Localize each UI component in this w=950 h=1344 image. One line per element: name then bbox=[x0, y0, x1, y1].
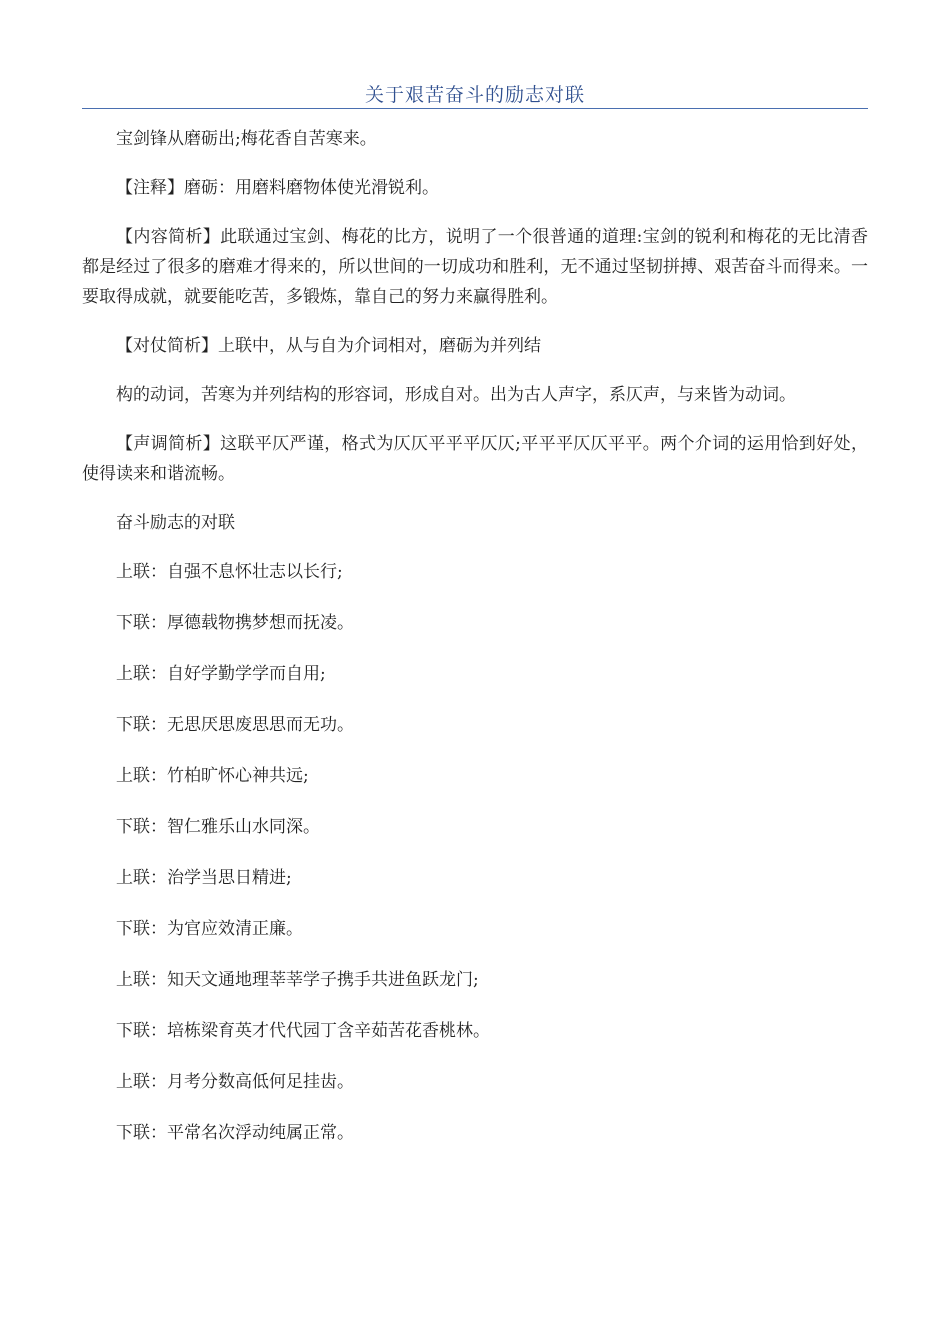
antithesis-analysis-paragraph: 【对仗简析】上联中，从与自为介词相对，磨砺为并列结 bbox=[116, 336, 541, 356]
couplet-line: 下联：平常名次浮动纯属正常。 bbox=[116, 1123, 354, 1143]
annotation-paragraph: 【注释】磨砺：用磨料磨物体使光滑锐利。 bbox=[116, 178, 439, 198]
document-body bbox=[82, 124, 868, 1169]
content-analysis-paragraph: 【内容简析】此联通过宝剑、梅花的比方，说明了一个很普通的道理:宝剑的锐利和梅花的无比清香都是经过了很多的磨难才得来的，所以世间的一切成功和胜利，无不通过坚韧拼搏、艰苦奋斗而得来。一要取得成就，就要能吃苦，多锻炼，靠自己的努力来赢得胜利。 bbox=[82, 227, 868, 307]
header-divider bbox=[82, 108, 868, 109]
couplet-line: 上联：自强不息怀壮志以长行; bbox=[116, 562, 343, 582]
couplet-line: 下联：厚德载物携梦想而抚凌。 bbox=[116, 613, 354, 633]
page-header-title: 关于艰苦奋斗的励志对联 bbox=[364, 84, 585, 106]
couplet-main: 宝剑锋从磨砺出;梅花香自苦寒来。 bbox=[116, 129, 377, 149]
couplet-line: 下联：为官应效清正廉。 bbox=[116, 919, 303, 939]
couplet-line: 上联：竹柏旷怀心神共远; bbox=[116, 766, 309, 786]
section-heading: 奋斗励志的对联 bbox=[116, 513, 235, 533]
couplet-line: 下联：智仁雅乐山水同深。 bbox=[116, 817, 320, 837]
couplet-line: 下联：无思厌思废思思而无功。 bbox=[116, 715, 354, 735]
couplet-line: 上联：自好学勤学学而自用; bbox=[116, 664, 326, 684]
couplet-line: 上联：知天文通地理莘莘学子携手共进鱼跃龙门; bbox=[116, 970, 479, 990]
couplet-line: 上联：月考分数高低何足挂齿。 bbox=[116, 1072, 354, 1092]
tone-analysis-paragraph: 【声调简析】这联平仄严谨，格式为仄仄平平平仄仄;平平平仄仄平平。两个介词的运用恰到好处，使得读来和谐流畅。 bbox=[82, 434, 868, 484]
couplet-line: 下联：培栋梁育英才代代园丁含辛茹苦花香桃林。 bbox=[116, 1021, 490, 1041]
couplet-line: 上联：治学当思日精进; bbox=[116, 868, 292, 888]
antithesis-continued-paragraph: 构的动词，苦寒为并列结构的形容词，形成自对。出为古人声字，系仄声，与来皆为动词。 bbox=[116, 385, 796, 405]
